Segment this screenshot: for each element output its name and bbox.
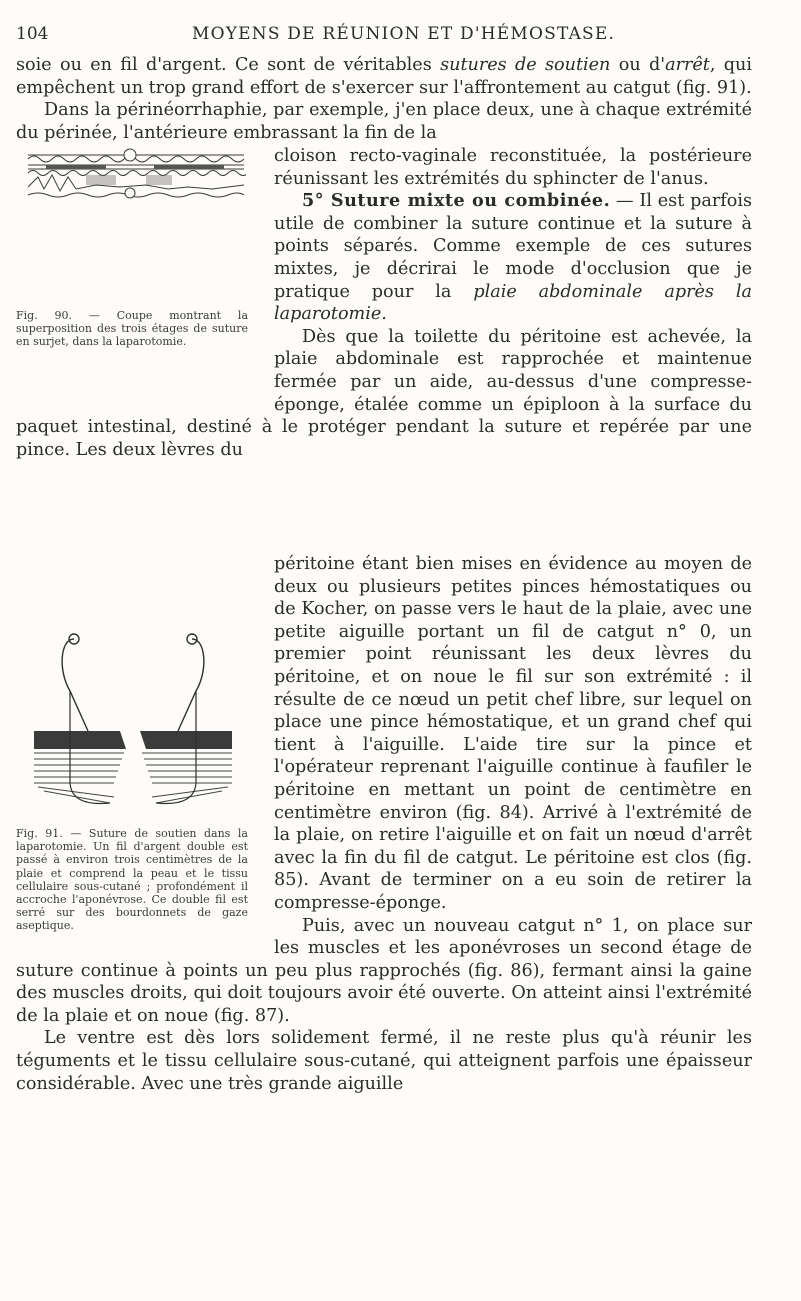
figure-90-illustration	[26, 147, 246, 207]
figure-91-caption: Fig. 91. — Suture de soutien dans la laparotomie. Un fil d'argent double est passé à environ trois centimètres de la plaie et comprend la peau et le tissu cellulaire sous-cutané ; profondément il accroche l'aponévrose. Ce double fil est serré sur des bourdonnets de gaze aseptique.	[16, 827, 248, 933]
term-plaie-abdominale: plaie abdominale après la laparotomie.	[274, 281, 752, 325]
section-heading-suture-mixte: 5° Suture mixte ou combinée.	[302, 190, 611, 212]
figure-91	[16, 553, 252, 953]
paragraph-suture-peritoine: péritoine étant bien mises en évidence au moyen de deux ou plusieurs petites pinces hémostatiques ou de Kocher, on passe vers le haut de la plaie, avec une petite aiguille portant un fil de catgut n° 0, un premier point réunissant les deux lèvres du péritoine, et on noue le fil sur son extrémité : il résulte de ce nœud un petit chef libre, sur lequel on place une pince hémostatique, et un grand chef qui tient à l'aiguille. L'aide tire sur la pince et l'opérateur reprenant l'aiguille continue à faufiler le péritoine en mettant un point de centimètre en centimètre environ (fig. 84). Arrivé à l'extrémité de la plaie, on retire l'aiguille et on fait un nœud d'arrêt avec la fin du fil de catgut. Le péritoine est clos (fig. 85). Avant de terminer on a eu soin de retirer la compresse-éponge.	[274, 554, 752, 913]
term-sutures-soutien: sutures de soutien	[440, 55, 611, 75]
paragraph-suture-mixte: 5° Suture mixte ou combinée. — Il est parfois utile de combiner la suture continue et la suture à points séparés. Comme exemple de ces sutures mixtes, je décrirai le mode d'occlusion que je pratique pour la plaie abdominale après la laparotomie.	[274, 190, 752, 325]
paragraph-second-etage: Puis, avec un nouveau catgut n° 1, on place sur les muscles et les aponévroses un second étage de suture continue à points un peu plus rapprochés (fig. 86), fermant ainsi la gaine des muscles droits, qui doit toujours avoir été ouverte. On atteint ainsi l'extrémité de la plaie et on noue (fig. 87).	[16, 915, 752, 1026]
paragraph-toilette-peritoine: Dès que la toilette du péritoine est achevée, la plaie abdominale est rapprochée et maintenue fermée par un aide, au-dessus d'une compresse-éponge, étalée comme un épiploon à la surface du paquet intestinal, destiné à le protéger pendant la suture et repérée par une pince. Les deux lèvres du	[16, 326, 752, 460]
term-arret: arrêt	[665, 55, 710, 75]
paragraph-sutures-soutien: soie ou en fil d'argent. Ce sont de véritables sutures de soutien ou d'arrêt, qui empêchent un trop grand effort de s'exercer sur l'affrontement au catgut (fig. 91).	[16, 55, 753, 98]
text-block-fig91	[16, 553, 752, 1095]
paragraph-teguments: Le ventre est dès lors solidement fermé, il ne reste plus qu'à réunir les téguments et le tissu cellulaire sous-cutané, qui atteignent parfois une épaisseur considérable. Avec une très grande aiguille	[16, 1028, 752, 1094]
figure-90-caption: Fig. 90. — Coupe montrant la superposition des trois étages de suture en surjet, dans la laparotomie.	[16, 309, 248, 349]
page-header	[14, 24, 754, 52]
paragraph-cloison: cloison recto-vaginale reconstituée, la postérieure réunissant les extrémités du sphincter de l'anus.	[274, 146, 752, 189]
book-page	[14, 0, 754, 1301]
figure-90	[16, 145, 252, 400]
page-number: 104	[16, 24, 49, 44]
text-block-fig90	[16, 145, 752, 461]
running-title: MOYENS DE RÉUNION ET D'HÉMOSTASE.	[192, 24, 616, 44]
intro-text	[16, 54, 752, 144]
figure-91-illustration	[30, 631, 236, 809]
paragraph-perineorrhaphie: Dans la périnéorrhaphie, par exemple, j'en place deux, une à chaque extrémité du périnée, l'antérieure embrassant la fin de la	[16, 100, 752, 143]
